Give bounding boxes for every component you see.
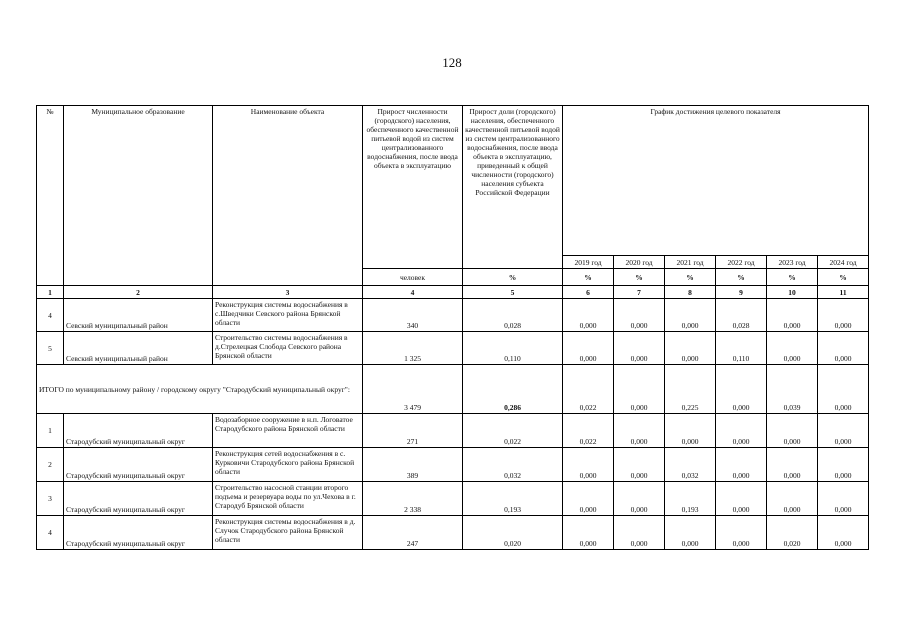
row-year-value: 0,000 bbox=[614, 482, 665, 516]
row-year-value: 0,000 bbox=[767, 332, 818, 365]
row-year-value: 0,000 bbox=[665, 332, 716, 365]
total-row bbox=[37, 365, 869, 414]
row-municipality: Стародубский муниципальный округ bbox=[64, 414, 213, 448]
column-number: 10 bbox=[767, 286, 818, 299]
row-object: Строительство насосной станции второго подъема и резервуара воды по ул.Чехова в г. Стародуб Брянской области bbox=[213, 482, 363, 516]
row-year-value: 0,000 bbox=[614, 299, 665, 332]
header-no: № bbox=[37, 106, 64, 286]
header-population-increase: Прирост численности (городского) населения, обеспеченного качественной питьевой водой из систем централизованного водоснабжения, после ввода объекта в эксплуатацию bbox=[363, 106, 463, 269]
row-population: 247 bbox=[363, 516, 463, 550]
row-object: Реконструкция системы водоснабжения в с.Шведчики Севского района Брянской области bbox=[213, 299, 363, 332]
row-year-value: 0,000 bbox=[716, 414, 767, 448]
row-year-value: 0,000 bbox=[767, 448, 818, 482]
total-year-value: 0,000 bbox=[818, 365, 869, 414]
row-share: 0,020 bbox=[463, 516, 563, 550]
row-population: 389 bbox=[363, 448, 463, 482]
total-year-value: 0,022 bbox=[563, 365, 614, 414]
column-number: 4 bbox=[363, 286, 463, 299]
total-label: ИТОГО по муниципальному району / городскому округу "Стародубский муниципальный округ": bbox=[37, 365, 363, 414]
row-year-value: 0,000 bbox=[818, 448, 869, 482]
header-schedule: График достижения целевого показателя bbox=[563, 106, 869, 256]
column-number: 11 bbox=[818, 286, 869, 299]
table-row bbox=[37, 414, 869, 448]
unit-year: % bbox=[767, 269, 818, 286]
row-object: Реконструкция системы водоснабжения в д. Случок Стародубского района Брянской области bbox=[213, 516, 363, 550]
row-year-value: 0,000 bbox=[716, 448, 767, 482]
column-number: 2 bbox=[64, 286, 213, 299]
row-number: 4 bbox=[37, 516, 64, 550]
row-number: 3 bbox=[37, 482, 64, 516]
row-year-value: 0,022 bbox=[563, 414, 614, 448]
column-number-row bbox=[37, 286, 869, 299]
target-indicator-table bbox=[36, 105, 869, 550]
row-population: 2 338 bbox=[363, 482, 463, 516]
row-population: 271 bbox=[363, 414, 463, 448]
row-object: Водозаборное сооружение в н.п. Логоватое Стародубского района Брянской области bbox=[213, 414, 363, 448]
row-year-value: 0,000 bbox=[665, 414, 716, 448]
total-share: 0,286 bbox=[463, 365, 563, 414]
row-number: 2 bbox=[37, 448, 64, 482]
row-year-value: 0,000 bbox=[614, 332, 665, 365]
row-share: 0,193 bbox=[463, 482, 563, 516]
total-year-value: 0,039 bbox=[767, 365, 818, 414]
row-year-value: 0,000 bbox=[818, 414, 869, 448]
unit-share: % bbox=[463, 269, 563, 286]
total-year-value: 0,000 bbox=[716, 365, 767, 414]
year-header: 2020 год bbox=[614, 256, 665, 269]
row-population: 340 bbox=[363, 299, 463, 332]
row-share: 0,022 bbox=[463, 414, 563, 448]
row-year-value: 0,028 bbox=[716, 299, 767, 332]
row-year-value: 0,000 bbox=[716, 516, 767, 550]
row-year-value: 0,000 bbox=[818, 299, 869, 332]
year-header: 2022 год bbox=[716, 256, 767, 269]
row-year-value: 0,000 bbox=[818, 332, 869, 365]
column-number: 8 bbox=[665, 286, 716, 299]
total-population: 3 479 bbox=[363, 365, 463, 414]
header-object: Наименование объекта bbox=[213, 106, 363, 286]
year-header: 2023 год bbox=[767, 256, 818, 269]
table-row bbox=[37, 482, 869, 516]
table-row bbox=[37, 299, 869, 332]
table-row bbox=[37, 332, 869, 365]
unit-year: % bbox=[716, 269, 767, 286]
row-year-value: 0,000 bbox=[563, 299, 614, 332]
column-number: 6 bbox=[563, 286, 614, 299]
table-row bbox=[37, 516, 869, 550]
row-number: 4 bbox=[37, 299, 64, 332]
column-number: 7 bbox=[614, 286, 665, 299]
row-year-value: 0,000 bbox=[563, 448, 614, 482]
row-population: 1 325 bbox=[363, 332, 463, 365]
year-header: 2021 год bbox=[665, 256, 716, 269]
row-year-value: 0,000 bbox=[716, 482, 767, 516]
row-year-value: 0,000 bbox=[767, 482, 818, 516]
row-year-value: 0,032 bbox=[665, 448, 716, 482]
row-year-value: 0,000 bbox=[563, 516, 614, 550]
row-year-value: 0,020 bbox=[767, 516, 818, 550]
row-year-value: 0,000 bbox=[563, 332, 614, 365]
unit-year: % bbox=[563, 269, 614, 286]
header-share-increase: Прирост доли (городского) населения, обеспеченного качественной питьевой водой из систем централизованного водоснабжения, после ввода объекта в эксплуатацию, приведенный к общей численности (городского) населения субъекта Российской Федерации bbox=[463, 106, 563, 269]
row-year-value: 0,000 bbox=[665, 516, 716, 550]
row-object: Строительство системы водоснабжения в д.Стрелецкая Слобода Севского района Брянской области bbox=[213, 332, 363, 365]
row-year-value: 0,000 bbox=[563, 482, 614, 516]
total-year-value: 0,225 bbox=[665, 365, 716, 414]
table-row bbox=[37, 448, 869, 482]
row-municipality: Стародубский муниципальный округ bbox=[64, 482, 213, 516]
row-number: 5 bbox=[37, 332, 64, 365]
row-year-value: 0,000 bbox=[767, 414, 818, 448]
row-share: 0,110 bbox=[463, 332, 563, 365]
year-header: 2019 год bbox=[563, 256, 614, 269]
year-header: 2024 год bbox=[818, 256, 869, 269]
column-number: 5 bbox=[463, 286, 563, 299]
row-municipality: Севский муниципальный район bbox=[64, 299, 213, 332]
row-year-value: 0,000 bbox=[614, 516, 665, 550]
unit-year: % bbox=[818, 269, 869, 286]
row-year-value: 0,000 bbox=[818, 482, 869, 516]
unit-population: человек bbox=[363, 269, 463, 286]
row-municipality: Стародубский муниципальный округ bbox=[64, 448, 213, 482]
column-number: 1 bbox=[37, 286, 64, 299]
row-share: 0,032 bbox=[463, 448, 563, 482]
row-municipality: Стародубский муниципальный округ bbox=[64, 516, 213, 550]
row-year-value: 0,110 bbox=[716, 332, 767, 365]
row-year-value: 0,193 bbox=[665, 482, 716, 516]
header-municipality: Муниципальное образование bbox=[64, 106, 213, 286]
row-year-value: 0,000 bbox=[614, 414, 665, 448]
row-number: 1 bbox=[37, 414, 64, 448]
row-municipality: Севский муниципальный район bbox=[64, 332, 213, 365]
row-year-value: 0,000 bbox=[767, 299, 818, 332]
row-share: 0,028 bbox=[463, 299, 563, 332]
total-year-value: 0,000 bbox=[614, 365, 665, 414]
column-number: 3 bbox=[213, 286, 363, 299]
row-year-value: 0,000 bbox=[614, 448, 665, 482]
page-number: 128 bbox=[442, 55, 462, 70]
unit-year: % bbox=[665, 269, 716, 286]
column-number: 9 bbox=[716, 286, 767, 299]
row-year-value: 0,000 bbox=[818, 516, 869, 550]
unit-year: % bbox=[614, 269, 665, 286]
row-object: Реконструкция сетей водоснабжения в с. Курковичи Стародубского района Брянской области bbox=[213, 448, 363, 482]
row-year-value: 0,000 bbox=[665, 299, 716, 332]
